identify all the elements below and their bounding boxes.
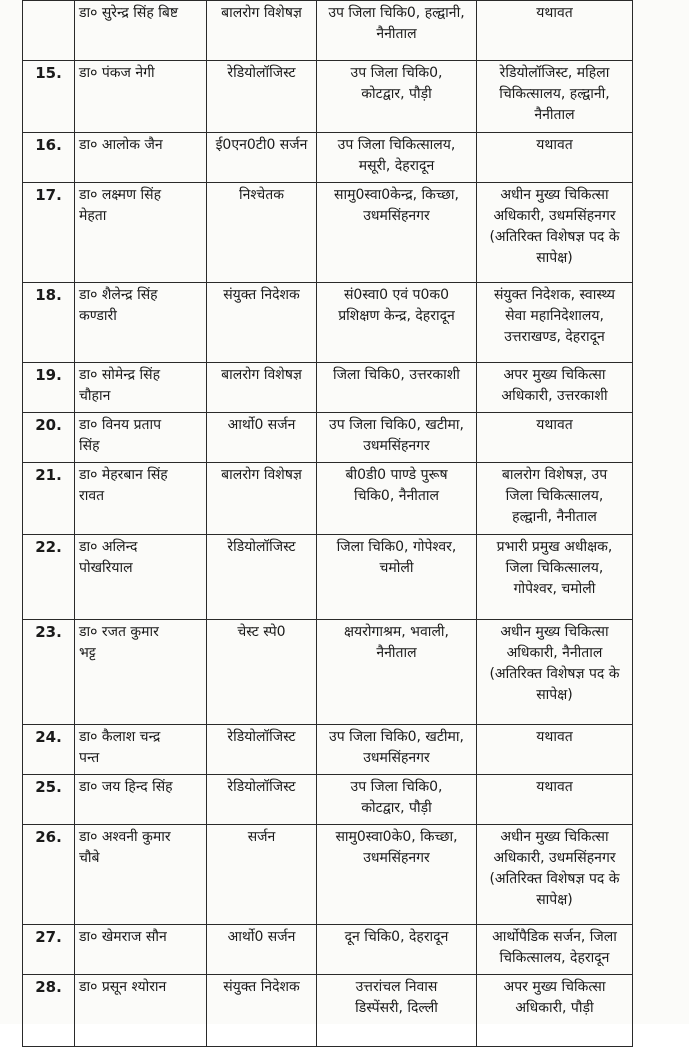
current-posting-line: दून चिकि0, देहरादून <box>344 929 449 945</box>
new-posting-cell <box>477 725 633 775</box>
officer-name-cell <box>75 1 207 61</box>
new-posting-line: अधीन मुख्य चिकित्सा <box>500 187 609 203</box>
officer-name-cell <box>75 363 207 413</box>
serial-number-cell: 19. <box>23 363 75 413</box>
officer-name-line: डा० आलोक जैन <box>79 137 163 153</box>
new-posting-line: आर्थोपैडिक सर्जन, जिला <box>492 929 617 945</box>
serial-number-cell: 26. <box>23 825 75 925</box>
officer-name-line: चौबे <box>79 850 100 866</box>
serial-number-cell: 21. <box>23 463 75 535</box>
officer-name-line: पन्त <box>79 750 100 766</box>
new-posting-cell <box>477 463 633 535</box>
table-row <box>23 133 633 183</box>
officer-name-cell <box>75 61 207 133</box>
current-posting-line: चमोली <box>379 560 414 576</box>
new-posting-line: यथावत <box>536 137 573 153</box>
new-posting-line: सापेक्ष) <box>536 687 573 703</box>
officer-name-line: डा० सोमेन्द्र सिंह <box>79 367 161 383</box>
current-posting-cell <box>317 975 477 1047</box>
designation-line: बालरोग विशेषज्ञ <box>221 367 302 383</box>
new-posting-cell <box>477 975 633 1047</box>
current-posting-cell <box>317 620 477 725</box>
serial-number-cell: 20. <box>23 413 75 463</box>
designation-line: आर्थो0 सर्जन <box>227 929 296 945</box>
new-posting-cell <box>477 363 633 413</box>
current-posting-line: कोटद्वार, पौड़ी <box>361 86 432 102</box>
officer-name-cell <box>75 535 207 620</box>
officer-name-cell <box>75 825 207 925</box>
officer-name-cell <box>75 183 207 283</box>
officer-name-line: डा० शैलेन्द्र सिंह <box>79 287 158 303</box>
officer-name-line: सिंह <box>79 438 100 454</box>
new-posting-line: जिला चिकित्सालय, <box>505 560 604 576</box>
officer-name-line: भट्ट <box>79 645 96 661</box>
current-posting-cell <box>317 1 477 61</box>
table-row <box>23 975 633 1047</box>
officer-name-line: रावत <box>79 488 105 504</box>
officer-name-cell <box>75 283 207 363</box>
table-row <box>23 925 633 975</box>
current-posting-line: उप जिला चिकित्सालय, <box>337 137 456 153</box>
current-posting-line: सामु0स्वा0के0, किच्छा, <box>335 829 458 845</box>
new-posting-line: यथावत <box>536 417 573 433</box>
new-posting-line: अधीन मुख्य चिकित्सा <box>500 829 609 845</box>
designation-cell <box>207 61 317 133</box>
new-posting-cell <box>477 283 633 363</box>
officer-name-line: चौहान <box>79 388 111 404</box>
new-posting-cell <box>477 133 633 183</box>
table-row <box>23 1 633 61</box>
new-posting-cell <box>477 775 633 825</box>
current-posting-cell <box>317 725 477 775</box>
current-posting-line: उप जिला चिकि0, खटीमा, <box>329 417 464 433</box>
table-row <box>23 463 633 535</box>
current-posting-line: मसूरी, देहरादून <box>358 158 435 174</box>
designation-line: संयुक्त निदेशक <box>223 287 300 303</box>
designation-cell <box>207 183 317 283</box>
current-posting-line: उत्तरांचल निवास <box>355 979 438 995</box>
current-posting-line: डिस्पेंसरी, दिल्ली <box>355 1000 438 1016</box>
current-posting-cell <box>317 463 477 535</box>
new-posting-line: चिकित्सालय, देहरादून <box>499 950 610 966</box>
table-row <box>23 61 633 133</box>
new-posting-line: यथावत <box>536 5 573 21</box>
new-posting-cell <box>477 825 633 925</box>
new-posting-line: प्रभारी प्रमुख अधीक्षक, <box>496 539 613 555</box>
current-posting-cell <box>317 283 477 363</box>
officer-name-line: डा० अश्वनी कुमार <box>79 829 171 845</box>
officer-name-line: कण्डारी <box>79 308 117 324</box>
officer-name-cell <box>75 725 207 775</box>
current-posting-line: सं0स्वा0 एवं प0क0 <box>343 287 450 303</box>
new-posting-line: बालरोग विशेषज्ञ, उप <box>501 467 608 483</box>
designation-cell <box>207 775 317 825</box>
current-posting-line: जिला चिकि0, उत्तरकाशी <box>333 367 460 383</box>
current-posting-line: उधमसिंहनगर <box>363 208 430 224</box>
designation-line: रेडियोलॉजिस्ट <box>227 729 296 745</box>
table-body <box>23 1 633 1047</box>
table-row <box>23 363 633 413</box>
designation-cell <box>207 535 317 620</box>
serial-number-cell: 28. <box>23 975 75 1047</box>
table-row <box>23 725 633 775</box>
current-posting-cell <box>317 535 477 620</box>
new-posting-line: (अतिरिक्त विशेषज्ञ पद के <box>489 871 620 887</box>
designation-line: बालरोग विशेषज्ञ <box>221 5 302 21</box>
new-posting-line: रेडियोलॉजिस्ट, महिला <box>499 65 610 81</box>
current-posting-line: उप जिला चिकि0, खटीमा, <box>329 729 464 745</box>
designation-cell <box>207 620 317 725</box>
table-row <box>23 183 633 283</box>
designation-line: संयुक्त निदेशक <box>223 979 300 995</box>
officer-name-line: डा० प्रसून श्योरान <box>79 979 167 995</box>
current-posting-line: सामु0स्वा0केन्द्र, किच्छा, <box>334 187 459 203</box>
designation-line: ई0एन0टी0 सर्जन <box>215 137 308 153</box>
officer-name-line: डा० रजत कुमार <box>79 624 159 640</box>
table-row <box>23 620 633 725</box>
designation-line: बालरोग विशेषज्ञ <box>221 467 302 483</box>
new-posting-line: यथावत <box>536 779 573 795</box>
current-posting-line: उधमसिंहनगर <box>363 850 430 866</box>
table-row <box>23 775 633 825</box>
designation-line: निश्चेतक <box>239 187 284 203</box>
serial-number-cell: 18. <box>23 283 75 363</box>
designation-cell <box>207 413 317 463</box>
current-posting-line: नैनीताल <box>376 26 417 42</box>
table-row <box>23 825 633 925</box>
new-posting-line: सेवा महानिदेशालय, <box>505 308 604 324</box>
serial-number-cell: 17. <box>23 183 75 283</box>
new-posting-cell <box>477 535 633 620</box>
current-posting-cell <box>317 133 477 183</box>
new-posting-line: चिकित्सालय, हल्द्वानी, <box>499 86 610 102</box>
current-posting-line: उधमसिंहनगर <box>363 750 430 766</box>
new-posting-cell <box>477 183 633 283</box>
new-posting-line: अधिकारी, उधमसिंहनगर <box>493 208 616 224</box>
designation-cell <box>207 725 317 775</box>
new-posting-cell <box>477 1 633 61</box>
new-posting-line: यथावत <box>536 729 573 745</box>
officer-name-line: पोखरियाल <box>79 560 133 576</box>
current-posting-cell <box>317 775 477 825</box>
new-posting-cell <box>477 413 633 463</box>
new-posting-line: (अतिरिक्त विशेषज्ञ पद के <box>489 229 620 245</box>
officer-name-cell <box>75 133 207 183</box>
new-posting-line: संयुक्त निदेशक, स्वास्थ्य <box>493 287 616 303</box>
new-posting-line: उत्तराखण्ड, देहरादून <box>504 329 605 345</box>
designation-cell <box>207 133 317 183</box>
table-row <box>23 535 633 620</box>
serial-number-cell <box>23 1 75 61</box>
current-posting-line: जिला चिकि0, गोपेश्वर, <box>336 539 457 555</box>
new-posting-line: जिला चिकित्सालय, <box>505 488 604 504</box>
designation-line: रेडियोलॉजिस्ट <box>227 779 296 795</box>
current-posting-line: उप जिला चिकि0, <box>350 779 443 795</box>
new-posting-line: (अतिरिक्त विशेषज्ञ पद के <box>489 666 620 682</box>
officer-name-line: डा० खेमराज सौन <box>79 929 167 945</box>
designation-cell <box>207 363 317 413</box>
officer-name-cell <box>75 975 207 1047</box>
new-posting-line: अधिकारी, पौड़ी <box>515 1000 594 1016</box>
officer-name-line: डा० जय हिन्द सिंह <box>79 779 173 795</box>
new-posting-line: सापेक्ष) <box>536 250 573 266</box>
serial-number-cell: 22. <box>23 535 75 620</box>
designation-cell <box>207 463 317 535</box>
designation-line: आर्थो0 सर्जन <box>227 417 296 433</box>
designation-line: सर्जन <box>247 829 276 845</box>
current-posting-line: उप जिला चिकि0, हल्द्वानी, <box>328 5 465 21</box>
officer-name-line: डा० विनय प्रताप <box>79 417 162 433</box>
designation-cell <box>207 825 317 925</box>
current-posting-line: उधमसिंहनगर <box>363 438 430 454</box>
serial-number-cell: 23. <box>23 620 75 725</box>
designation-cell <box>207 925 317 975</box>
officer-name-line: डा० अलिन्द <box>79 539 138 555</box>
officer-name-line: डा० लक्ष्मण सिंह <box>79 187 162 203</box>
serial-number-cell: 16. <box>23 133 75 183</box>
serial-number-cell: 27. <box>23 925 75 975</box>
serial-number-cell: 25. <box>23 775 75 825</box>
new-posting-line: अधीन मुख्य चिकित्सा <box>500 624 609 640</box>
designation-line: रेडियोलॉजिस्ट <box>227 65 296 81</box>
officer-name-line: डा० कैलाश चन्द्र <box>79 729 161 745</box>
officer-name-line: मेहता <box>79 208 107 224</box>
current-posting-cell <box>317 183 477 283</box>
new-posting-line: अधिकारी, नैनीताल <box>506 645 603 661</box>
new-posting-line: नैनीताल <box>534 107 575 123</box>
officer-name-line: डा० मेहरबान सिंह <box>79 467 168 483</box>
new-posting-line: अपर मुख्य चिकित्सा <box>503 367 606 383</box>
new-posting-line: हल्द्वानी, नैनीताल <box>512 509 597 525</box>
table-row <box>23 283 633 363</box>
officer-name-line: डा० सुरेन्द्र सिंह बिष्ट <box>79 5 179 21</box>
new-posting-line: गोपेश्वर, चमोली <box>513 581 596 597</box>
designation-cell <box>207 283 317 363</box>
new-posting-cell <box>477 925 633 975</box>
new-posting-line: अधिकारी, उत्तरकाशी <box>501 388 608 404</box>
designation-cell <box>207 1 317 61</box>
designation-line: रेडियोलॉजिस्ट <box>227 539 296 555</box>
officer-name-cell <box>75 620 207 725</box>
current-posting-line: चिकि0, नैनीताल <box>354 488 439 504</box>
transfer-table <box>22 0 633 1047</box>
current-posting-cell <box>317 61 477 133</box>
current-posting-cell <box>317 413 477 463</box>
serial-number-cell: 15. <box>23 61 75 133</box>
current-posting-line: प्रशिक्षण केन्द्र, देहरादून <box>338 308 455 324</box>
serial-number-cell: 24. <box>23 725 75 775</box>
new-posting-cell <box>477 61 633 133</box>
designation-line: चेस्ट स्पे0 <box>237 624 286 640</box>
current-posting-cell <box>317 925 477 975</box>
table-row <box>23 413 633 463</box>
new-posting-line: सापेक्ष) <box>536 892 573 908</box>
current-posting-line: कोटद्वार, पौड़ी <box>361 800 432 816</box>
current-posting-line: उप जिला चिकि0, <box>350 65 443 81</box>
new-posting-cell <box>477 620 633 725</box>
officer-name-cell <box>75 925 207 975</box>
officer-name-cell <box>75 413 207 463</box>
current-posting-line: नैनीताल <box>376 645 417 661</box>
new-posting-line: अधिकारी, उधमसिंहनगर <box>493 850 616 866</box>
current-posting-line: क्षयरोगाश्रम, भवाली, <box>343 624 450 640</box>
officer-name-cell <box>75 463 207 535</box>
new-posting-line: अपर मुख्य चिकित्सा <box>503 979 606 995</box>
current-posting-line: बी0डी0 पाण्डे पुरूष <box>345 467 448 483</box>
designation-cell <box>207 975 317 1047</box>
current-posting-cell <box>317 363 477 413</box>
officer-name-line: डा० पंकज नेगी <box>79 65 155 81</box>
officer-name-cell <box>75 775 207 825</box>
current-posting-cell <box>317 825 477 925</box>
